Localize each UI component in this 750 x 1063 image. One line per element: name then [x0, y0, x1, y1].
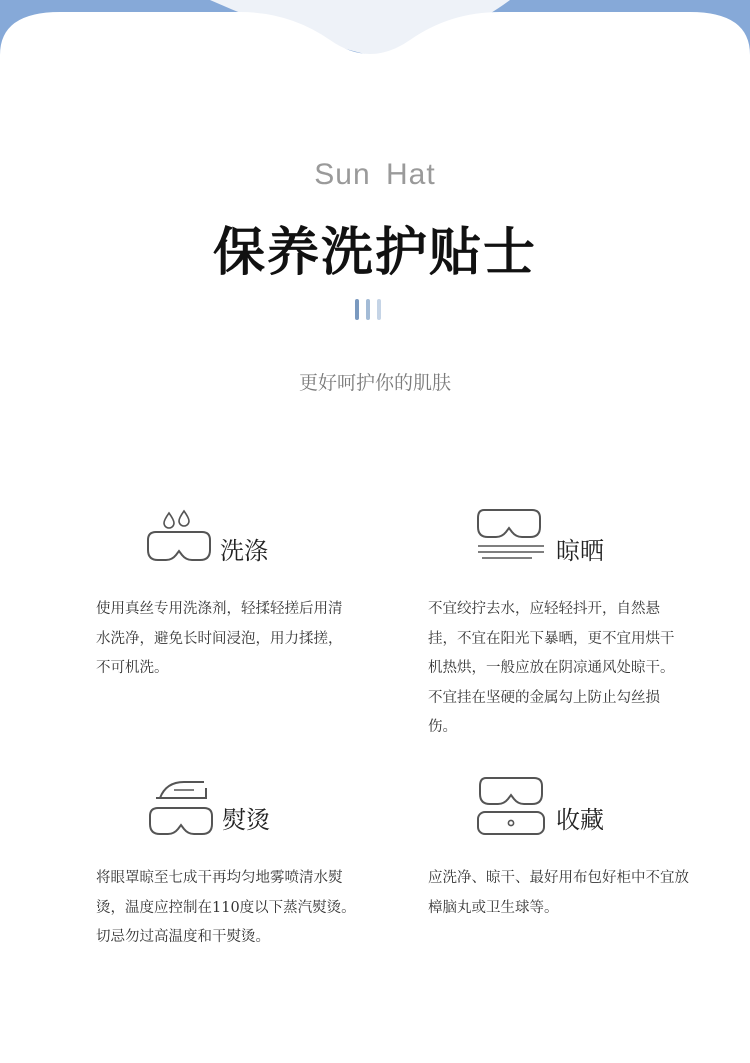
- page-title: 保养洗护贴士: [212, 223, 537, 283]
- care-text-iron: 将眼罩晾至七成干再均匀地雾喷清水熨烫，温度应控制在110度以下蒸汽熨烫。切忌勿过高温度和干熨烫。: [96, 870, 356, 945]
- care-text-dry: 不宜绞拧去水，应轻轻抖开，自然悬挂，不宜在阳光下暴晒，更不宜用烘干机热烘，一般应放在阴凉通风处晾干。不宜挂在坚硬的金属勾上防止勾丝损伤。: [428, 601, 675, 735]
- sub-title: Sun Hat: [314, 158, 436, 191]
- wash-icon: [144, 505, 214, 565]
- care-label-dry: 晾晒: [556, 537, 604, 565]
- care-label-iron: 熨烫: [222, 806, 270, 834]
- tagline: 更好呵护你的肌肤: [298, 372, 451, 394]
- care-text-wash: 使用真丝专用洗涤剂，轻揉轻搓后用清水洗净，避免长时间浸泡，用力揉搓，不可机洗。: [96, 601, 343, 676]
- dry-icon: [472, 505, 546, 565]
- top-decor-band: [0, 0, 750, 90]
- divider-bars: [355, 299, 385, 321]
- care-label-storage: 收藏: [556, 806, 604, 834]
- storage-icon: [474, 774, 548, 838]
- care-text-storage: 应洗净、晾干、最好用布包好柜中不宜放樟脑丸或卫生球等。: [428, 870, 689, 916]
- iron-icon: [146, 774, 216, 838]
- care-label-wash: 洗涤: [220, 537, 268, 565]
